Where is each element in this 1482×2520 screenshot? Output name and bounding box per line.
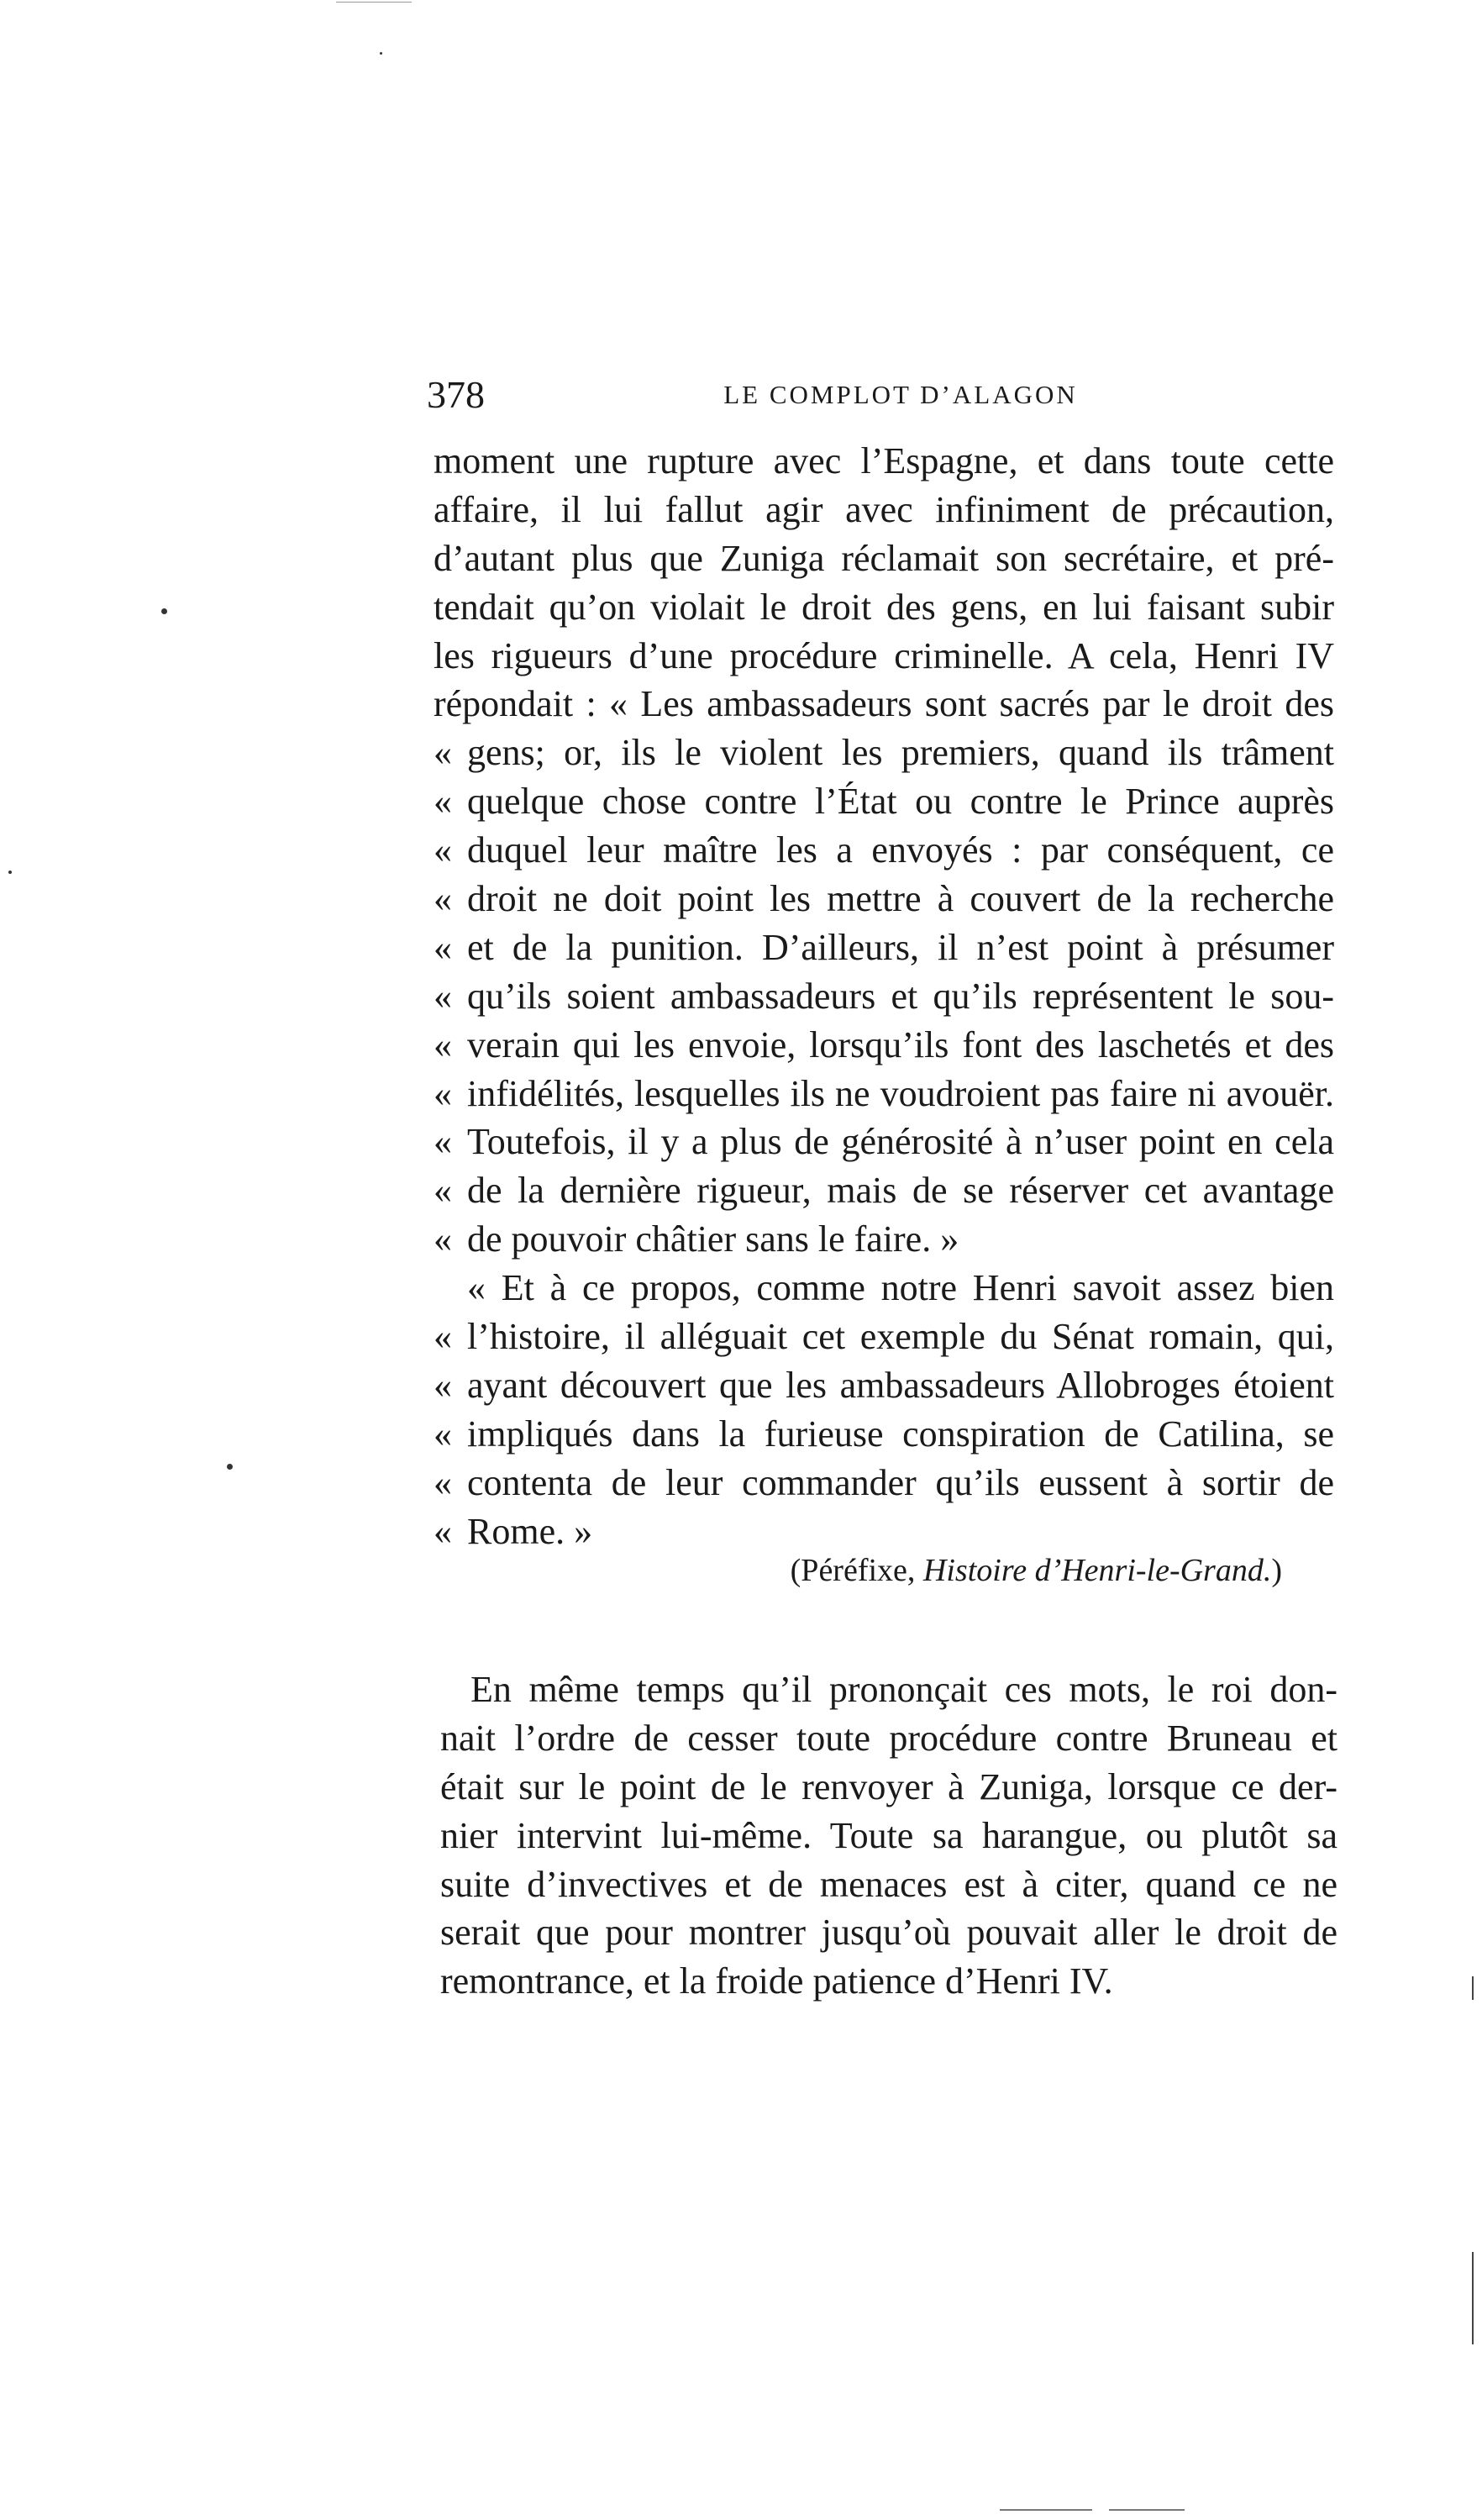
source-citation	[434, 1549, 1282, 1591]
citation-work: Histoire d’Henri-le-Grand.	[922, 1553, 1272, 1588]
text-line: suite d’invectives et de menaces est à citer, quand ce ne	[440, 1863, 1337, 1905]
quote-line-text: Toutefois, il y a plus de générosité à n’user point en cela	[467, 1121, 1334, 1163]
guillemet: «	[434, 1023, 452, 1065]
quote-line	[434, 1166, 1334, 1215]
guillemet: «	[434, 1510, 452, 1552]
quote-line	[434, 777, 1334, 826]
page-number: 378	[427, 373, 485, 416]
quote-line	[434, 1215, 1334, 1264]
quote-line	[434, 1021, 1334, 1070]
quote-line-text: l’histoire, il alléguait cet exemple du Sénat romain, qui,	[467, 1316, 1334, 1358]
scan-mark	[336, 2, 412, 3]
quote-line-text: contenta de leur commander qu’ils eussent à sortir de	[467, 1461, 1334, 1503]
quote-line-text: de pouvoir châtier sans le faire. »	[467, 1218, 959, 1260]
quote-line	[434, 875, 1334, 923]
citation-close: )	[1271, 1553, 1282, 1588]
scan-mark	[1472, 2252, 1474, 2344]
quote-line-text: duquel leur maître les a envoyés : par conséquent, ce	[467, 829, 1334, 871]
guillemet: «	[434, 975, 452, 1017]
scan-speck	[161, 608, 167, 614]
quotation-catilina	[434, 1264, 1334, 1555]
guillemet: «	[434, 926, 452, 968]
quote-line	[434, 1507, 1334, 1556]
guillemet: «	[434, 1072, 452, 1114]
scan-mark	[1109, 2509, 1185, 2511]
text-line: En même temps qu’il prononçait ces mots, le roi don-	[470, 1669, 1337, 1710]
quote-line	[434, 1459, 1334, 1507]
quote-line-text: infidélités, lesquelles ils ne voudroient pas faire ni avouër.	[467, 1072, 1334, 1114]
guillemet: «	[434, 781, 452, 823]
text-line: d’autant plus que Zuniga réclamait son secrétaire, et pré-	[434, 537, 1334, 579]
quote-line-text: de la dernière rigueur, mais de se réserver cet avantage	[467, 1170, 1334, 1212]
quote-line-text: quelque chose contre l’État ou contre le Prince auprès	[467, 781, 1334, 823]
quote-line	[434, 729, 1334, 777]
quote-line-text: verain qui les envoie, lorsqu’ils font des laschetés et des	[467, 1023, 1334, 1065]
quote-line	[434, 1264, 1334, 1313]
guillemet: «	[434, 1316, 452, 1358]
guillemet: «	[434, 1218, 452, 1260]
guillemet: «	[434, 1364, 452, 1406]
quote-line-text: droit ne doit point les mettre à couvert de la recherche	[467, 878, 1334, 920]
quotation-henri-iv	[434, 729, 1334, 1264]
quote-line	[434, 826, 1334, 875]
quote-line	[434, 972, 1334, 1021]
guillemet: «	[434, 732, 452, 774]
quote-line	[434, 1118, 1334, 1166]
guillemet: «	[434, 1121, 452, 1163]
paragraph-2	[440, 1665, 1337, 2006]
text-line: nait l’ordre de cesser toute procédure contre Bruneau et	[440, 1717, 1337, 1759]
scan-speck	[380, 52, 382, 55]
guillemet: «	[434, 1461, 452, 1503]
text-line: était sur le point de le renvoyer à Zuniga, lorsque ce der-	[440, 1765, 1337, 1807]
quote-line	[434, 923, 1334, 972]
guillemet: «	[434, 1413, 452, 1455]
quote-line-text: gens; or, ils le violent les premiers, quand ils trâment	[467, 732, 1334, 774]
quote-line	[434, 1313, 1334, 1361]
text-line: affaire, il lui fallut agir avec infiniment de précaution,	[434, 488, 1334, 530]
scan-mark	[1000, 2509, 1092, 2511]
quote-line-text: « Et à ce propos, comme notre Henri savoit assez bien	[467, 1267, 1334, 1309]
paragraph-1	[434, 437, 1334, 729]
quote-line-text: qu’ils soient ambassadeurs et qu’ils représentent le sou-	[467, 975, 1334, 1017]
quote-line	[434, 1361, 1334, 1410]
scan-speck	[227, 1464, 233, 1470]
text-line: moment une rupture avec l’Espagne, et dans toute cette	[434, 440, 1334, 481]
text-line: serait que pour montrer jusqu’où pouvait aller le droit de	[440, 1912, 1337, 1954]
guillemet: «	[434, 1170, 452, 1212]
quote-line-text: Rome. »	[467, 1510, 593, 1552]
quote-line-text: ayant découvert que les ambassadeurs Allobroges étoient	[467, 1364, 1334, 1406]
page-header	[427, 370, 1334, 420]
guillemet: «	[434, 829, 452, 871]
text-line: nier intervint lui-même. Toute sa harangue, ou plutôt sa	[440, 1814, 1337, 1856]
quote-line	[434, 1070, 1334, 1118]
quote-line-text: et de la punition. D’ailleurs, il n’est point à présumer	[467, 926, 1334, 968]
scan-speck	[8, 871, 12, 874]
main-text	[434, 437, 1334, 1555]
text-line: les rigueurs d’une procédure criminelle. A cela, Henri IV	[434, 634, 1334, 676]
text-line: remontrance, et la froide patience d’Henri IV.	[440, 1960, 1113, 2002]
guillemet: «	[434, 878, 452, 920]
running-title: LE COMPLOT D’ALAGON	[723, 380, 1078, 409]
text-line: répondait : « Les ambassadeurs sont sacrés par le droit des	[434, 683, 1334, 725]
scan-mark	[1472, 1976, 1474, 2000]
quote-line-text: impliqués dans la furieuse conspiration de Catilina, se	[467, 1413, 1334, 1455]
quote-line	[434, 1410, 1334, 1459]
text-line: tendait qu’on violait le droit des gens, en lui faisant subir	[434, 586, 1334, 628]
citation-author: (Péréfixe,	[790, 1553, 923, 1588]
